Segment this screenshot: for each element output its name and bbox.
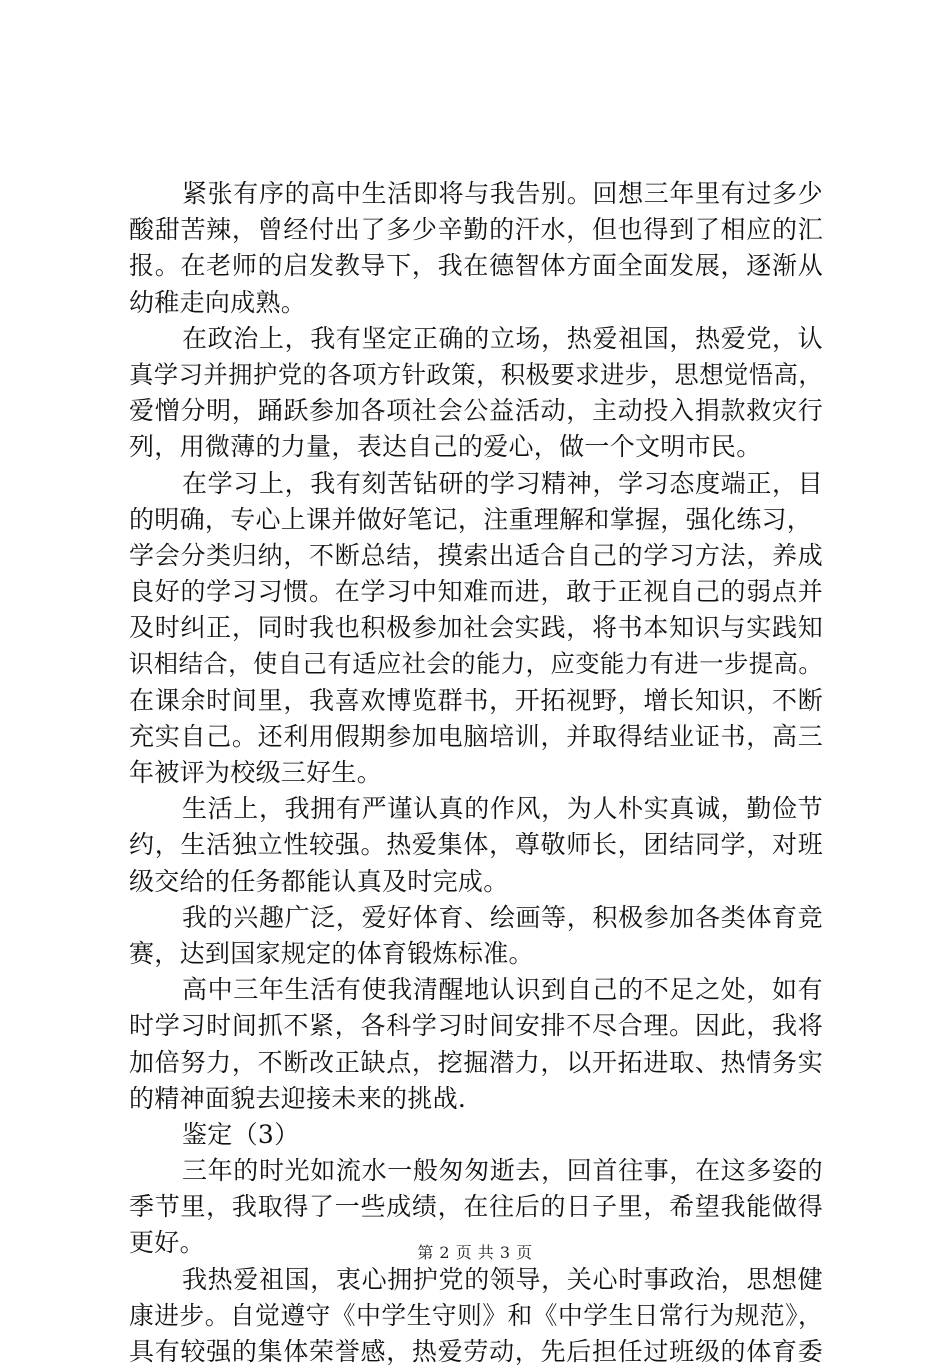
text-line: 更好。 <box>129 1228 205 1258</box>
text-line: 康进步。自觉遵守《中学生守则》和《中学生日常行为规范》， <box>129 1300 823 1330</box>
text-line: 我热爱祖国，衷心拥护党的领导，关心时事政治，思想健 <box>182 1264 823 1294</box>
text-line: 及时纠正，同时我也积极参加社会实践，将书本知识与实践知 <box>129 613 823 643</box>
text-line: 高中三年生活有使我清醒地认识到自己的不足之处，如有 <box>182 975 823 1005</box>
text-line: 鉴定（3） <box>182 1119 300 1149</box>
text-line: 真学习并拥护党的各项方针政策，积极要求进步，思想觉悟高， <box>129 359 823 389</box>
text-line: 在政治上，我有坚定正确的立场，热爱祖国，热爱党，认 <box>182 323 823 353</box>
text-line: 的精神面貌去迎接未来的挑战. <box>129 1083 467 1113</box>
text-line: 赛，达到国家规定的体育锻炼标准。 <box>129 938 534 968</box>
text-line: 在学习上，我有刻苦钻研的学习精神，学习态度端正，目 <box>182 468 823 498</box>
text-line: 良好的学习习惯。在学习中知难而进，敢于正视自己的弱点并 <box>129 577 823 607</box>
text-line: 学会分类归纳，不断总结，摸索出适合自己的学习方法，养成 <box>129 540 823 570</box>
text-line: 列，用微薄的力量，表达自己的爱心，做一个文明市民。 <box>129 432 762 462</box>
text-line: 的明确，专心上课并做好笔记，注重理解和掌握，强化练习， <box>129 504 813 534</box>
text-line: 识相结合，使自己有适应社会的能力，应变能力有进一步提高。 <box>129 649 823 679</box>
document-body <box>129 176 823 1370</box>
page-footer: 第 2 页 共 3 页 <box>417 1243 533 1262</box>
text-line: 紧张有序的高中生活即将与我告别。回想三年里有过多少 <box>182 179 823 208</box>
text-line: 报。在老师的启发教导下，我在德智体方面全面发展，逐渐从 <box>129 251 823 281</box>
text-line: 充实自己。还利用假期参加电脑培训，并取得结业证书，高三 <box>129 721 823 751</box>
text-line: 生活上，我拥有严谨认真的作风，为人朴实真诚，勤俭节 <box>182 794 823 824</box>
text-line: 时学习时间抓不紧，各科学习时间安排不尽合理。因此，我将 <box>129 1011 823 1041</box>
text-line: 幼稚走向成熟。 <box>129 287 307 317</box>
text-line: 加倍努力，不断改正缺点，挖掘潜力，以开拓进取、热情务实 <box>129 1047 823 1077</box>
text-line: 季节里，我取得了一些成绩，在往后的日子里，希望我能做得 <box>129 1192 823 1222</box>
text-line: 酸甜苦辣，曾经付出了多少辛勤的汗水，但也得到了相应的汇 <box>129 215 823 245</box>
text-line: 在课余时间里，我喜欢博览群书，开拓视野，增长知识，不断 <box>129 685 823 715</box>
text-line: 三年的时光如流水一般匆匆逝去，回首往事，在这多姿的 <box>182 1156 823 1186</box>
text-line: 级交给的任务都能认真及时完成。 <box>129 866 509 896</box>
text-line: 约，生活独立性较强。热爱集体，尊敬师长，团结同学，对班 <box>129 830 823 860</box>
text-line: 年被评为校级三好生。 <box>129 758 383 787</box>
text-line: 具有较强的集体荣誉感，热爱劳动，先后担任过班级的体育委 <box>129 1337 823 1366</box>
text-line: 我的兴趣广泛，爱好体育、绘画等，积极参加各类体育竞 <box>182 902 823 932</box>
text-line: 爱憎分明，踊跃参加各项社会公益活动，主动投入捐款救灾行 <box>129 396 823 426</box>
